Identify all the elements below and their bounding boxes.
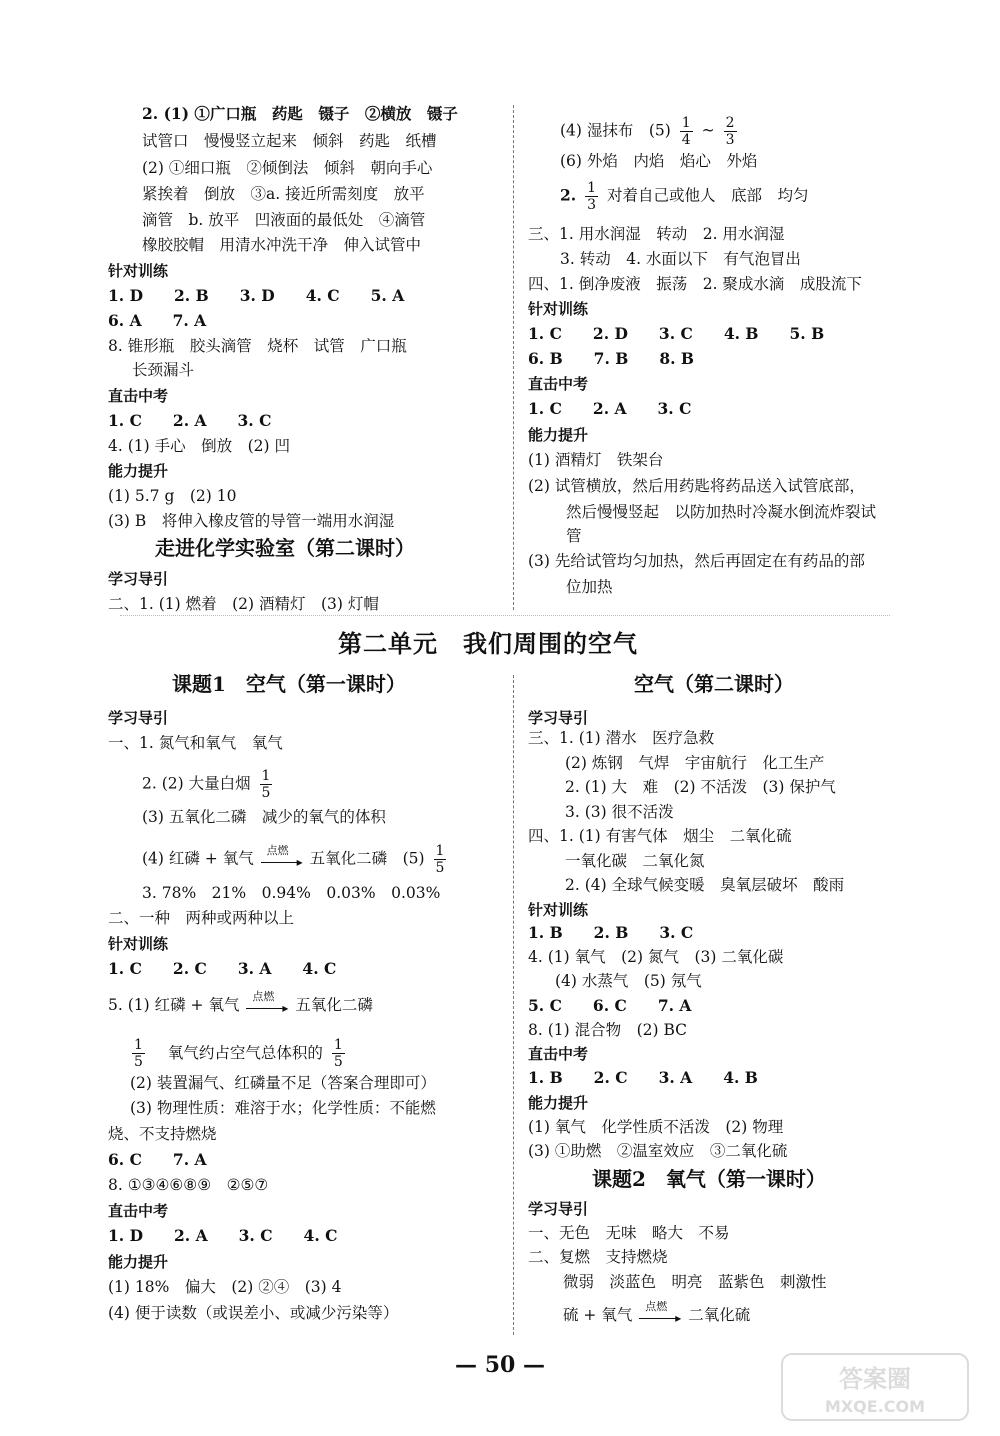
fraction-denominator: 3 [725, 132, 735, 148]
fraction-numerator: 1 [681, 115, 691, 131]
fraction-numerator: 1 [587, 180, 597, 196]
section-heading: 针对训练 [108, 262, 169, 280]
lesson-title: 课题1 空气（第一课时） [172, 672, 406, 696]
answer-line: 1. B 2. B 3. C [528, 923, 694, 942]
answer-line: 2. (1) ①广口瓶 药匙 镊子 ②横放 镊子 [142, 104, 458, 123]
answer-line [560, 115, 741, 148]
answer-text: (4) 红磷 + 氧气 [142, 849, 254, 868]
answer-line: (2) 装置漏气、红磷量不足（答案合理即可） [130, 1074, 436, 1092]
fraction-denominator: 3 [587, 197, 597, 213]
answer-line: 6. A 7. A [108, 311, 207, 330]
column-divider [513, 105, 514, 610]
reaction-arrow: 点燃 ▸ [261, 852, 303, 868]
answer-line: 3. 78% 21% 0.94% 0.03% 0.03% [142, 884, 441, 902]
answer-line: 紧挨着 倒放 ③a. 接近所需刻度 放平 [142, 185, 425, 203]
section-heading: 能力提升 [108, 462, 169, 480]
answer-line: 3. 转动 4. 水面以下 有气泡冒出 [560, 250, 801, 268]
answer-line: (1) 18% 偏大 (2) ②④ (3) 4 [108, 1278, 342, 1296]
column-divider [513, 675, 514, 1335]
section-heading: 直击中考 [528, 1045, 589, 1063]
answer-line: 1. B 2. C 3. A 4. B [528, 1068, 758, 1087]
answer-line: (3) 物理性质：难溶于水；化学性质：不能燃 [130, 1099, 436, 1117]
answer-line: (1) 酒精灯 铁架台 [528, 451, 664, 469]
answer-line [560, 180, 809, 213]
answer-line [142, 768, 276, 801]
answer-line: (2) 试管横放，然后用药匙将药品送入试管底部， [528, 477, 865, 495]
reaction-condition: 点燃 [266, 843, 289, 857]
answer-line: 8. ①③④⑥⑧⑨ ②⑤⑦ [108, 1176, 269, 1194]
answer-line: 一、无色 无味 略大 不易 [528, 1224, 730, 1242]
fraction [585, 180, 598, 213]
fraction [724, 115, 737, 148]
answer-line: 一氧化碳 二氧化氮 [565, 852, 705, 870]
answer-line: 微弱 淡蓝色 明亮 蓝紫色 刺激性 [563, 1273, 827, 1291]
answer-line: (3) 先给试管均匀加热，然后再固定在有药品的部 [528, 552, 865, 570]
answer-line: 橡胶胶帽 用清水冲洗干净 伸入试管中 [142, 236, 422, 254]
section-heading: 学习导引 [528, 709, 589, 727]
fraction [260, 768, 273, 801]
fraction-numerator: 2 [725, 115, 735, 131]
answer-line: 4. (1) 手心 倒放 (2) 凹 [108, 437, 290, 455]
svg-text:答案圈: 答案圈 [839, 1365, 911, 1393]
answer-line: 然后慢慢竖起 以防加热时冷凝水倒流炸裂试 [566, 503, 877, 521]
reaction-arrow: 点燃 ▸ [246, 998, 288, 1014]
answer-text: 五氧化二磷 [295, 996, 373, 1014]
answer-line: 三、1. 用水润湿 转动 2. 用水润湿 [528, 225, 785, 243]
answer-line: 1. C 2. A 3. C [528, 399, 692, 418]
answer-line: 8. (1) 混合物 (2) BC [528, 1021, 688, 1039]
answer-text: 2. (2) 大量白烟 [142, 774, 251, 793]
answer-line: 位加热 [566, 578, 613, 596]
reaction-condition: 点燃 [252, 990, 275, 1003]
answer-line: 6. B 7. B 8. B [528, 349, 695, 368]
section-divider [120, 615, 890, 616]
answer-line: 四、1. (1) 有害气体 烟尘 二氧化硫 [528, 827, 792, 845]
answer-line: 二、复燃 支持燃烧 [528, 1248, 668, 1266]
answer-text: 二氧化硫 [688, 1306, 751, 1324]
answer-line: (2) 炼钢 气焊 宇宙航行 化工生产 [565, 754, 825, 772]
fraction-denominator: 5 [261, 785, 271, 801]
answer-line: 一、1. 氮气和氧气 氧气 [108, 734, 283, 752]
answer-line: (3) 五氧化二磷 减少的氧气的体积 [142, 808, 386, 826]
answer-line: 管 [566, 527, 582, 545]
answer-line: 2. (4) 全球气候变暖 臭氧层破坏 酸雨 [565, 876, 845, 894]
answer-line: 1. D 2. A 3. C 4. C [108, 1226, 338, 1245]
answer-text: 五氧化二磷 (5) [309, 849, 425, 868]
answer-line: 4. (1) 氧气 (2) 氮气 (3) 二氧化碳 [528, 948, 784, 966]
fraction-denominator: 5 [333, 1054, 343, 1070]
answer-line: 长颈漏斗 [132, 361, 195, 379]
section-heading: 直击中考 [108, 1202, 169, 1220]
section-heading: 学习导引 [108, 709, 169, 727]
fraction [680, 115, 693, 148]
answer-line: 5. C 6. C 7. A [528, 996, 692, 1015]
answer-line: (3) B 将伸入橡皮管的导管一端用水润湿 [108, 512, 395, 530]
fraction [332, 1037, 345, 1070]
answer-line: 1. C 2. A 3. C [108, 411, 272, 430]
answer-line: 2. (1) 大 难 (2) 不活泼 (3) 保护气 [565, 778, 836, 796]
fraction-numerator: 1 [134, 1037, 143, 1053]
answer-line [128, 1037, 349, 1070]
answer-line: (3) ①助燃 ②温室效应 ③二氧化硫 [528, 1142, 788, 1160]
answer-text: 5. (1) 红磷 + 氧气 [108, 996, 240, 1014]
answer-line: 6. C 7. A [108, 1150, 207, 1169]
answer-line: 试管口 慢慢竖立起来 倾斜 药匙 纸槽 [142, 132, 437, 150]
answer-line: 滴管 b. 放平 凹液面的最低处 ④滴管 [142, 211, 426, 229]
answer-text: 硫 + 氧气 [563, 1306, 633, 1324]
answer-text: 对着自己或他人 底部 均匀 [606, 186, 809, 205]
answer-line: 烧、不支持燃烧 [108, 1125, 217, 1143]
answer-text: 2. [560, 185, 577, 205]
watermark-logo [780, 1352, 970, 1422]
answer-line [108, 990, 373, 1016]
answer-line: 二、一种 两种或两种以上 [108, 909, 295, 927]
section-heading: 能力提升 [108, 1253, 169, 1271]
fraction-denominator: 5 [134, 1054, 143, 1070]
section-heading: 针对训练 [528, 300, 589, 318]
fraction [434, 843, 447, 876]
reaction-arrow: 点燃 ▸ [639, 1308, 681, 1324]
answer-line: 1. C 2. C 3. A 4. C [108, 959, 337, 978]
answer-line: (2) ①细口瓶 ②倾倒法 倾斜 朝向手心 [142, 159, 433, 177]
answer-line: 3. (3) 很不活泼 [565, 803, 674, 821]
lesson-title: 课题2 氧气（第一课时） [592, 1167, 826, 1191]
unit-title: 第二单元 我们周围的空气 [338, 629, 638, 658]
section-heading: 能力提升 [528, 1094, 589, 1112]
fraction-numerator: 1 [333, 1037, 343, 1053]
answer-text: 氧气约占空气总体积的 [167, 1043, 323, 1062]
section-heading: 直击中考 [108, 387, 169, 405]
section-heading: 学习导引 [108, 570, 169, 588]
fraction-denominator: 5 [435, 860, 445, 876]
fraction-denominator: 4 [681, 132, 691, 148]
fraction [132, 1037, 145, 1070]
answer-line: (4) 便于读数（或误差小、或减少污染等） [108, 1304, 399, 1322]
answer-line: 1. C 2. D 3. C 4. B 5. B [528, 324, 825, 343]
section-heading: 能力提升 [528, 426, 589, 444]
answer-line: (4) 水蒸气 (5) 氖气 [555, 972, 702, 990]
lesson-title: 空气（第二课时） [634, 672, 794, 696]
answer-line: 二、1. (1) 燃着 (2) 酒精灯 (3) 灯帽 [108, 595, 379, 613]
range-symbol: ~ [701, 121, 715, 140]
answer-line: (6) 外焰 内焰 焰心 外焰 [560, 152, 758, 170]
lesson-title: 走进化学实验室（第二课时） [155, 536, 415, 560]
page-number: — 50 — [455, 1352, 545, 1378]
answer-line: (1) 氧气 化学性质不活泼 (2) 物理 [528, 1118, 784, 1136]
fraction-numerator: 1 [435, 843, 445, 859]
section-heading: 针对训练 [108, 935, 169, 953]
section-heading: 针对训练 [528, 901, 589, 919]
answer-line: 四、1. 倒净废液 振荡 2. 聚成水滴 成股流下 [528, 275, 862, 293]
answer-line: 三、1. (1) 潜水 医疗急救 [528, 729, 715, 747]
answer-line [563, 1300, 751, 1326]
section-heading: 学习导引 [528, 1200, 589, 1218]
answer-line [142, 843, 450, 876]
answer-line: 1. D 2. B 3. D 4. C 5. A [108, 286, 405, 305]
reaction-condition: 点燃 [645, 1300, 668, 1313]
fraction-numerator: 1 [261, 768, 271, 784]
svg-text:MXQE.COM: MXQE.COM [824, 1397, 926, 1416]
section-heading: 直击中考 [528, 375, 589, 393]
answer-line: (1) 5.7 g (2) 10 [108, 487, 237, 505]
answer-text: (4) 湿抹布 (5) [560, 121, 671, 140]
answer-line: 8. 锥形瓶 胶头滴管 烧杯 试管 广口瓶 [108, 337, 407, 355]
